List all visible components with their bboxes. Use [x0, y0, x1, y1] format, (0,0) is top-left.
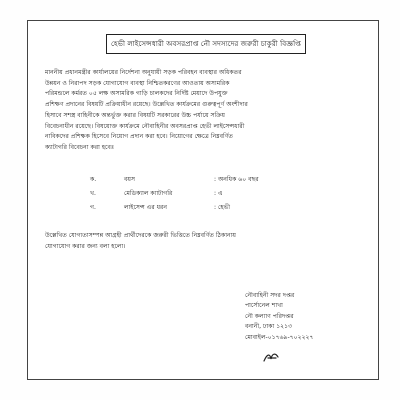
closing-line: উল্লেখিত যোগ্যতাসম্পন্ন আগ্রহী প্রার্থীদেরকে জরুরী ভিত্তিতে নিম্নবর্ণিত ঠিকানায় — [45, 232, 236, 239]
body-line: উন্নয়ন ও নিরাপদ সড়ক যোগাযোগ ব্যবস্থা নিশ্চিতকরণের আওতায় অসামরিক — [45, 79, 230, 87]
requirement-label: বয়স — [124, 176, 136, 183]
requirement-key: ক. — [90, 176, 97, 183]
body-line: পরিমন্ডলে কর্মরত ০৫ লক্ষ অসামরিক গাড়ি চালকদের নির্দিষ্ট মেয়াদে উপযুক্ত — [45, 90, 228, 98]
requirement-value: : অনধিক ৬০ বছর — [214, 176, 259, 183]
address-line: বনানী, ঢাকা ১২১৩ — [245, 323, 293, 331]
requirement-license-type — [90, 201, 330, 215]
closing-line: যোগাযোগ করার জন্য বলা হলো। — [45, 242, 126, 250]
address-line: নৌ কল্যাণ পরিদপ্তর — [245, 312, 294, 320]
body-line: প্রশিক্ষণ প্রদানের বিষয়টি প্রক্রিয়াধীন রয়েছে। উল্লেখিত কার্যক্রমের গুরুত্বপূর্ণ অংশীদার — [45, 101, 248, 109]
requirement-label: লাইসেন্স এর ধরন — [124, 204, 168, 211]
address-line: নৌবাহিনী সদর দপ্তর — [245, 292, 295, 299]
body-line: হিসাবে সশস্ত্র বাহিনীকে অন্তর্ভুক্ত করার বিষয়টি সরকারের উচ্চ পর্যায়ে সক্রিয় — [45, 111, 225, 119]
contact-address — [245, 291, 375, 343]
signature-mark — [262, 350, 282, 364]
requirement-label: মেডিক্যাল ক্যাটাগরি — [124, 190, 173, 197]
contact-phone: মোবাইল-০১৭৬৯-৭০২২২৭ — [245, 333, 314, 341]
body-line: মাননীয় প্রধানমন্ত্রীর কার্যালয়ের নির্দেশনা অনুযায়ী সড়ক পরিবহন ব্যবস্থার অধিকতর — [45, 69, 242, 76]
body-line: ক্যাটাগরি বিবেচনা করা হবেঃ — [45, 143, 115, 151]
notice-title: হেভী লাইসেন্সধারী অবসরপ্রাপ্ত নৌ সদস্যদের জরুরী চাকুরী বিজ্ঞপ্তি — [106, 34, 306, 54]
body-line: নাবিকদের প্রশিক্ষক হিসেবে নিয়োগ প্রদান করা হবে। নিয়োগের ক্ষেত্রে নিম্নবর্ণিত — [45, 133, 233, 141]
requirement-value: : এ — [214, 190, 223, 197]
requirement-medical-category — [90, 187, 330, 201]
address-line: পার্সোনেল শাখা — [245, 302, 283, 310]
requirement-age — [90, 173, 330, 187]
requirement-key: গ. — [90, 204, 96, 211]
job-notice — [27, 20, 379, 380]
body-line: বিবেচনাধীন রয়েছে। বিষয়োক্ত কার্যক্রমে নৌবাহিনীর অবসরপ্রাপ্ত হেভী লাইসেন্সধারী — [45, 122, 245, 130]
closing-paragraph — [45, 231, 363, 252]
requirement-value: : হেভী — [214, 204, 230, 211]
requirement-key: খ. — [90, 190, 96, 197]
notice-body — [45, 68, 363, 154]
requirements-list — [90, 173, 330, 215]
